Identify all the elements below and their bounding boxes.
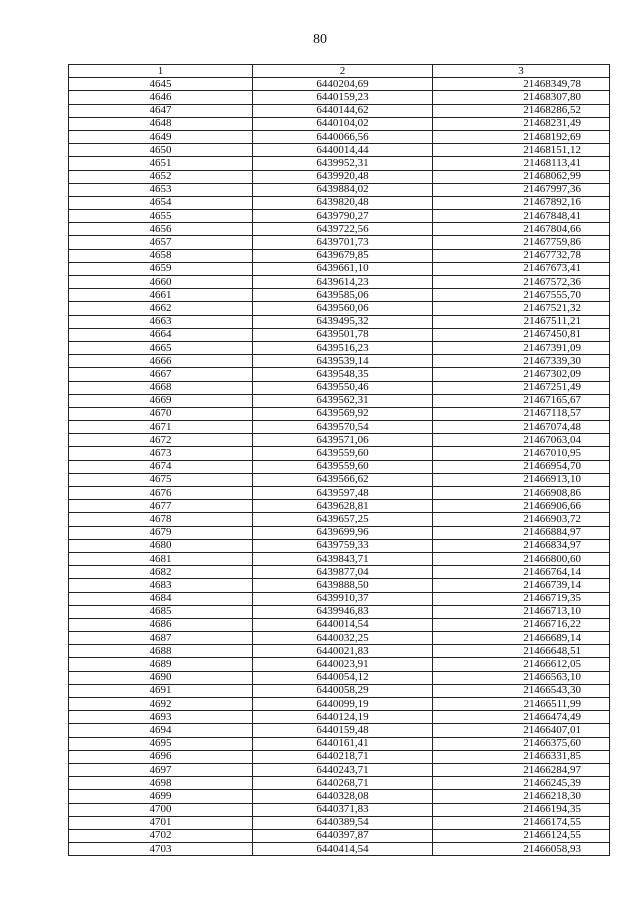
x-coordinate-cell: 6439699,96 xyxy=(253,526,433,539)
point-number-cell: 4660 xyxy=(69,276,253,289)
point-number-cell: 4654 xyxy=(69,196,253,209)
x-coordinate-cell: 6439843,71 xyxy=(253,552,433,565)
x-coordinate-cell: 6439888,50 xyxy=(253,579,433,592)
point-number-cell: 4699 xyxy=(69,790,253,803)
table-row xyxy=(69,684,610,697)
table-row xyxy=(69,210,610,223)
x-coordinate-cell: 6440371,83 xyxy=(253,803,433,816)
y-coordinate-cell: 21466218,30 xyxy=(433,790,610,803)
x-coordinate-cell: 6440014,54 xyxy=(253,618,433,631)
column-header-2: 2 xyxy=(253,65,433,78)
table-row xyxy=(69,539,610,552)
table-row xyxy=(69,315,610,328)
x-coordinate-cell: 6440414,54 xyxy=(253,843,433,856)
y-coordinate-cell: 21466719,35 xyxy=(433,592,610,605)
y-coordinate-cell: 21467572,36 xyxy=(433,276,610,289)
x-coordinate-cell: 6440058,29 xyxy=(253,684,433,697)
x-coordinate-cell: 6440014,44 xyxy=(253,144,433,157)
x-coordinate-cell: 6439495,32 xyxy=(253,315,433,328)
point-number-cell: 4692 xyxy=(69,698,253,711)
y-coordinate-cell: 21466245,39 xyxy=(433,777,610,790)
table-row xyxy=(69,447,610,460)
point-number-cell: 4650 xyxy=(69,144,253,157)
y-coordinate-cell: 21466800,60 xyxy=(433,552,610,565)
point-number-cell: 4673 xyxy=(69,447,253,460)
y-coordinate-cell: 21466375,60 xyxy=(433,737,610,750)
y-coordinate-cell: 21466906,66 xyxy=(433,500,610,513)
point-number-cell: 4647 xyxy=(69,104,253,117)
point-number-cell: 4701 xyxy=(69,816,253,829)
table-row xyxy=(69,566,610,579)
x-coordinate-cell: 6439628,81 xyxy=(253,500,433,513)
table-row xyxy=(69,816,610,829)
table-row xyxy=(69,236,610,249)
table-row xyxy=(69,724,610,737)
table-row xyxy=(69,196,610,209)
y-coordinate-cell: 21467673,41 xyxy=(433,262,610,275)
table-row xyxy=(69,526,610,539)
y-coordinate-cell: 21466174,55 xyxy=(433,816,610,829)
point-number-cell: 4700 xyxy=(69,803,253,816)
y-coordinate-cell: 21466764,14 xyxy=(433,566,610,579)
table-row xyxy=(69,302,610,315)
table-row xyxy=(69,632,610,645)
point-number-cell: 4679 xyxy=(69,526,253,539)
point-number-cell: 4668 xyxy=(69,381,253,394)
y-coordinate-cell: 21467521,32 xyxy=(433,302,610,315)
y-coordinate-cell: 21466474,49 xyxy=(433,711,610,724)
point-number-cell: 4694 xyxy=(69,724,253,737)
x-coordinate-cell: 6439559,60 xyxy=(253,447,433,460)
x-coordinate-cell: 6439566,62 xyxy=(253,473,433,486)
x-coordinate-cell: 6440218,71 xyxy=(253,750,433,763)
table-row xyxy=(69,763,610,776)
point-number-cell: 4658 xyxy=(69,249,253,262)
table-row xyxy=(69,223,610,236)
point-number-cell: 4648 xyxy=(69,117,253,130)
y-coordinate-cell: 21467511,21 xyxy=(433,315,610,328)
y-coordinate-cell: 21466648,51 xyxy=(433,645,610,658)
y-coordinate-cell: 21466739,14 xyxy=(433,579,610,592)
x-coordinate-cell: 6439679,85 xyxy=(253,249,433,262)
x-coordinate-cell: 6440099,19 xyxy=(253,698,433,711)
table-row xyxy=(69,790,610,803)
table-row xyxy=(69,355,610,368)
x-coordinate-cell: 6439920,48 xyxy=(253,170,433,183)
table-row xyxy=(69,289,610,302)
y-coordinate-cell: 21466407,01 xyxy=(433,724,610,737)
x-coordinate-cell: 6440021,83 xyxy=(253,645,433,658)
y-coordinate-cell: 21467118,57 xyxy=(433,407,610,420)
point-number-cell: 4682 xyxy=(69,566,253,579)
y-coordinate-cell: 21467732,78 xyxy=(433,249,610,262)
y-coordinate-cell: 21466903,72 xyxy=(433,513,610,526)
x-coordinate-cell: 6439614,23 xyxy=(253,276,433,289)
table-row xyxy=(69,803,610,816)
table-row xyxy=(69,434,610,447)
point-number-cell: 4662 xyxy=(69,302,253,315)
x-coordinate-cell: 6439910,37 xyxy=(253,592,433,605)
x-coordinate-cell: 6439550,46 xyxy=(253,381,433,394)
table-row xyxy=(69,579,610,592)
x-coordinate-cell: 6440104,02 xyxy=(253,117,433,130)
x-coordinate-cell: 6440023,91 xyxy=(253,658,433,671)
table-row xyxy=(69,104,610,117)
x-coordinate-cell: 6439946,83 xyxy=(253,605,433,618)
y-coordinate-cell: 21467074,48 xyxy=(433,421,610,434)
table-row xyxy=(69,249,610,262)
column-header-3: 3 xyxy=(433,65,610,78)
table-row xyxy=(69,605,610,618)
y-coordinate-cell: 21466713,10 xyxy=(433,605,610,618)
table-row xyxy=(69,750,610,763)
y-coordinate-cell: 21467302,09 xyxy=(433,368,610,381)
point-number-cell: 4646 xyxy=(69,91,253,104)
table-row xyxy=(69,381,610,394)
table-row xyxy=(69,170,610,183)
x-coordinate-cell: 6439701,73 xyxy=(253,236,433,249)
x-coordinate-cell: 6439570,54 xyxy=(253,421,433,434)
y-coordinate-cell: 21467391,09 xyxy=(433,341,610,354)
y-coordinate-cell: 21467251,49 xyxy=(433,381,610,394)
x-coordinate-cell: 6439560,06 xyxy=(253,302,433,315)
point-number-cell: 4680 xyxy=(69,539,253,552)
table-row xyxy=(69,473,610,486)
y-coordinate-cell: 21466884,97 xyxy=(433,526,610,539)
table-row xyxy=(69,341,610,354)
table-row xyxy=(69,460,610,473)
table-row xyxy=(69,658,610,671)
point-number-cell: 4676 xyxy=(69,487,253,500)
y-coordinate-cell: 21468307,80 xyxy=(433,91,610,104)
x-coordinate-cell: 6439516,23 xyxy=(253,341,433,354)
y-coordinate-cell: 21466908,86 xyxy=(433,487,610,500)
point-number-cell: 4667 xyxy=(69,368,253,381)
x-coordinate-cell: 6439585,06 xyxy=(253,289,433,302)
table-row xyxy=(69,698,610,711)
point-number-cell: 4678 xyxy=(69,513,253,526)
point-number-cell: 4664 xyxy=(69,328,253,341)
table-row xyxy=(69,777,610,790)
point-number-cell: 4693 xyxy=(69,711,253,724)
y-coordinate-cell: 21466058,93 xyxy=(433,843,610,856)
table-row xyxy=(69,552,610,565)
coordinates-table-wrapper xyxy=(68,64,609,856)
table-row xyxy=(69,368,610,381)
point-number-cell: 4688 xyxy=(69,645,253,658)
x-coordinate-cell: 6440144,62 xyxy=(253,104,433,117)
point-number-cell: 4675 xyxy=(69,473,253,486)
y-coordinate-cell: 21466194,35 xyxy=(433,803,610,816)
x-coordinate-cell: 6440066,56 xyxy=(253,130,433,143)
point-number-cell: 4695 xyxy=(69,737,253,750)
y-coordinate-cell: 21466954,70 xyxy=(433,460,610,473)
y-coordinate-cell: 21467339,30 xyxy=(433,355,610,368)
y-coordinate-cell: 21468113,41 xyxy=(433,157,610,170)
point-number-cell: 4670 xyxy=(69,407,253,420)
x-coordinate-cell: 6440159,48 xyxy=(253,724,433,737)
y-coordinate-cell: 21466834,97 xyxy=(433,539,610,552)
x-coordinate-cell: 6439597,48 xyxy=(253,487,433,500)
x-coordinate-cell: 6440054,12 xyxy=(253,671,433,684)
table-row xyxy=(69,618,610,631)
table-body xyxy=(69,78,610,856)
x-coordinate-cell: 6440389,54 xyxy=(253,816,433,829)
point-number-cell: 4649 xyxy=(69,130,253,143)
coordinates-table xyxy=(68,64,610,856)
y-coordinate-cell: 21466543,30 xyxy=(433,684,610,697)
y-coordinate-cell: 21466284,97 xyxy=(433,763,610,776)
x-coordinate-cell: 6440268,71 xyxy=(253,777,433,790)
point-number-cell: 4683 xyxy=(69,579,253,592)
x-coordinate-cell: 6440159,23 xyxy=(253,91,433,104)
point-number-cell: 4666 xyxy=(69,355,253,368)
point-number-cell: 4672 xyxy=(69,434,253,447)
point-number-cell: 4659 xyxy=(69,262,253,275)
table-row xyxy=(69,500,610,513)
y-coordinate-cell: 21466124,55 xyxy=(433,829,610,842)
table-header-row xyxy=(69,65,610,78)
x-coordinate-cell: 6439952,31 xyxy=(253,157,433,170)
table-row xyxy=(69,130,610,143)
table-row xyxy=(69,144,610,157)
table-row xyxy=(69,328,610,341)
table-row xyxy=(69,78,610,91)
point-number-cell: 4651 xyxy=(69,157,253,170)
point-number-cell: 4653 xyxy=(69,183,253,196)
x-coordinate-cell: 6439722,56 xyxy=(253,223,433,236)
point-number-cell: 4652 xyxy=(69,170,253,183)
x-coordinate-cell: 6440328,08 xyxy=(253,790,433,803)
y-coordinate-cell: 21466612,05 xyxy=(433,658,610,671)
y-coordinate-cell: 21466331,85 xyxy=(433,750,610,763)
y-coordinate-cell: 21466689,14 xyxy=(433,632,610,645)
x-coordinate-cell: 6440397,87 xyxy=(253,829,433,842)
y-coordinate-cell: 21467804,66 xyxy=(433,223,610,236)
table-row xyxy=(69,183,610,196)
point-number-cell: 4698 xyxy=(69,777,253,790)
point-number-cell: 4687 xyxy=(69,632,253,645)
table-row xyxy=(69,711,610,724)
point-number-cell: 4655 xyxy=(69,210,253,223)
table-row xyxy=(69,117,610,130)
table-row xyxy=(69,262,610,275)
y-coordinate-cell: 21468192,69 xyxy=(433,130,610,143)
x-coordinate-cell: 6439790,27 xyxy=(253,210,433,223)
y-coordinate-cell: 21467759,86 xyxy=(433,236,610,249)
point-number-cell: 4674 xyxy=(69,460,253,473)
x-coordinate-cell: 6439562,31 xyxy=(253,394,433,407)
y-coordinate-cell: 21467450,81 xyxy=(433,328,610,341)
x-coordinate-cell: 6440243,71 xyxy=(253,763,433,776)
x-coordinate-cell: 6439501,78 xyxy=(253,328,433,341)
x-coordinate-cell: 6439569,92 xyxy=(253,407,433,420)
table-row xyxy=(69,487,610,500)
table-row xyxy=(69,737,610,750)
x-coordinate-cell: 6439661,10 xyxy=(253,262,433,275)
y-coordinate-cell: 21466913,10 xyxy=(433,473,610,486)
point-number-cell: 4696 xyxy=(69,750,253,763)
table-row xyxy=(69,843,610,856)
table-row xyxy=(69,645,610,658)
x-coordinate-cell: 6440124,19 xyxy=(253,711,433,724)
point-number-cell: 4669 xyxy=(69,394,253,407)
point-number-cell: 4691 xyxy=(69,684,253,697)
point-number-cell: 4677 xyxy=(69,500,253,513)
x-coordinate-cell: 6439548,35 xyxy=(253,368,433,381)
x-coordinate-cell: 6439539,14 xyxy=(253,355,433,368)
point-number-cell: 4645 xyxy=(69,78,253,91)
x-coordinate-cell: 6440204,69 xyxy=(253,78,433,91)
point-number-cell: 4685 xyxy=(69,605,253,618)
x-coordinate-cell: 6439877,04 xyxy=(253,566,433,579)
table-row xyxy=(69,592,610,605)
table-row xyxy=(69,407,610,420)
y-coordinate-cell: 21468286,52 xyxy=(433,104,610,117)
x-coordinate-cell: 6439571,06 xyxy=(253,434,433,447)
point-number-cell: 4656 xyxy=(69,223,253,236)
y-coordinate-cell: 21466563,10 xyxy=(433,671,610,684)
y-coordinate-cell: 21467892,16 xyxy=(433,196,610,209)
y-coordinate-cell: 21467165,67 xyxy=(433,394,610,407)
y-coordinate-cell: 21466511,99 xyxy=(433,698,610,711)
x-coordinate-cell: 6439884,02 xyxy=(253,183,433,196)
y-coordinate-cell: 21468062,99 xyxy=(433,170,610,183)
table-row xyxy=(69,829,610,842)
x-coordinate-cell: 6439759,33 xyxy=(253,539,433,552)
point-number-cell: 4661 xyxy=(69,289,253,302)
y-coordinate-cell: 21468151,12 xyxy=(433,144,610,157)
table-row xyxy=(69,276,610,289)
table-row xyxy=(69,394,610,407)
page-number: 80 xyxy=(313,32,327,47)
point-number-cell: 4663 xyxy=(69,315,253,328)
point-number-cell: 4671 xyxy=(69,421,253,434)
y-coordinate-cell: 21468231,49 xyxy=(433,117,610,130)
table-row xyxy=(69,513,610,526)
table-row xyxy=(69,671,610,684)
table-row xyxy=(69,91,610,104)
point-number-cell: 4686 xyxy=(69,618,253,631)
point-number-cell: 4697 xyxy=(69,763,253,776)
y-coordinate-cell: 21467010,95 xyxy=(433,447,610,460)
y-coordinate-cell: 21466716,22 xyxy=(433,618,610,631)
point-number-cell: 4690 xyxy=(69,671,253,684)
x-coordinate-cell: 6439559,60 xyxy=(253,460,433,473)
y-coordinate-cell: 21467063,04 xyxy=(433,434,610,447)
x-coordinate-cell: 6440032,25 xyxy=(253,632,433,645)
point-number-cell: 4681 xyxy=(69,552,253,565)
point-number-cell: 4657 xyxy=(69,236,253,249)
y-coordinate-cell: 21468349,78 xyxy=(433,78,610,91)
point-number-cell: 4684 xyxy=(69,592,253,605)
y-coordinate-cell: 21467848,41 xyxy=(433,210,610,223)
y-coordinate-cell: 21467555,70 xyxy=(433,289,610,302)
table-row xyxy=(69,157,610,170)
x-coordinate-cell: 6440161,41 xyxy=(253,737,433,750)
column-header-1: 1 xyxy=(69,65,253,78)
point-number-cell: 4665 xyxy=(69,341,253,354)
point-number-cell: 4702 xyxy=(69,829,253,842)
x-coordinate-cell: 6439657,25 xyxy=(253,513,433,526)
point-number-cell: 4689 xyxy=(69,658,253,671)
y-coordinate-cell: 21467997,36 xyxy=(433,183,610,196)
table-row xyxy=(69,421,610,434)
x-coordinate-cell: 6439820,48 xyxy=(253,196,433,209)
point-number-cell: 4703 xyxy=(69,843,253,856)
